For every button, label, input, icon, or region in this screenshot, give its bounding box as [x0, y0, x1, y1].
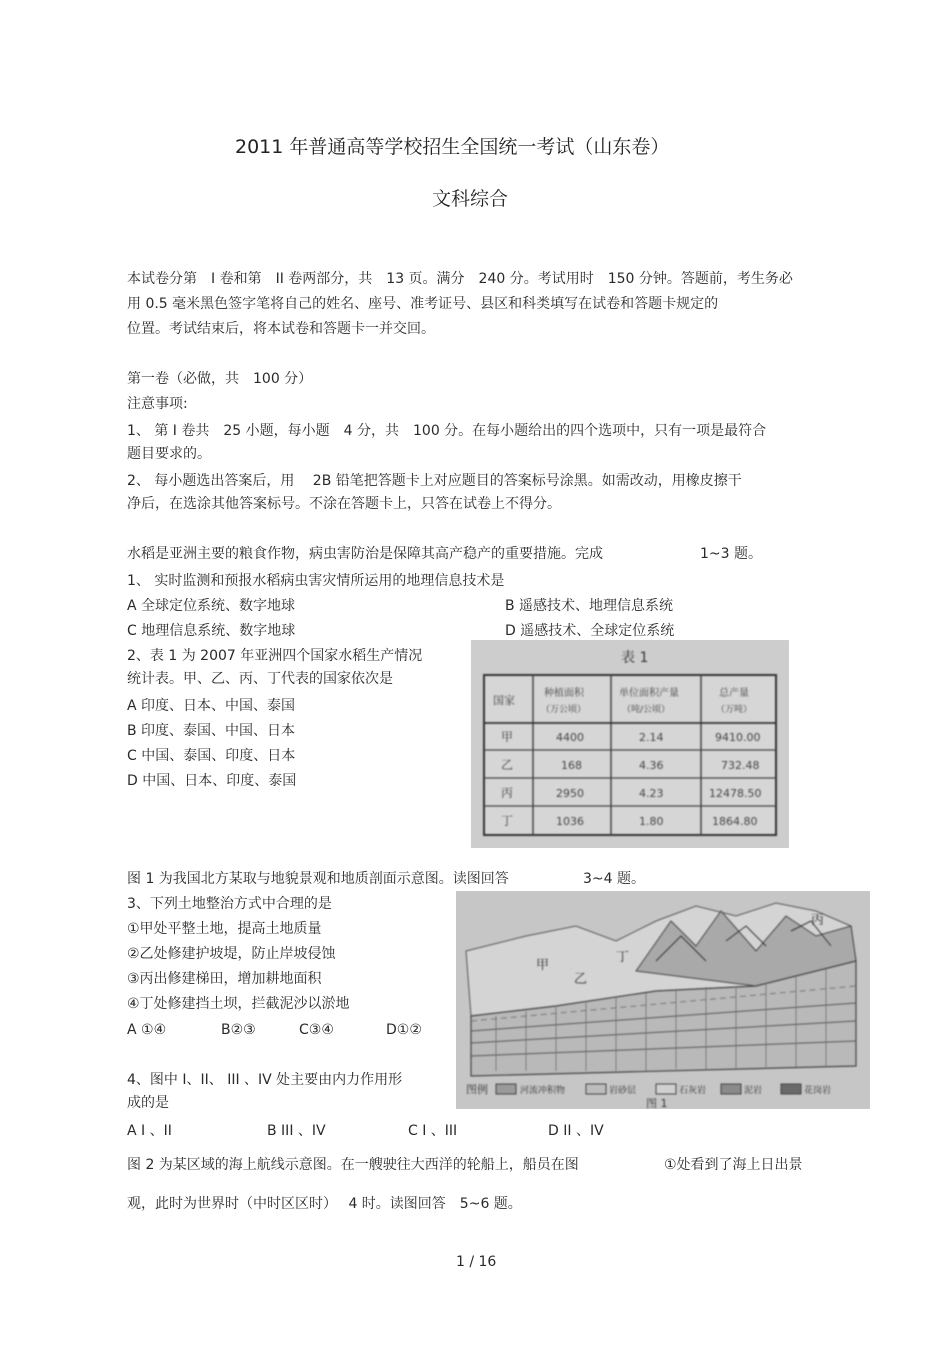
group1-intro: 水稻是亚洲主要的粮食作物，病虫害防治是保障其高产稳产的重要措施。完成 — [127, 546, 603, 562]
q3-item-2: ②乙处修建护坡堤，防止岸坡侵蚀 — [127, 946, 336, 962]
table1-cell: 4400 — [556, 731, 584, 744]
q1-option-d: D 遥感技术、全球定位系统 — [505, 623, 675, 639]
note-2-line-1: 2、 每小题选出答案后，用 2B 铅笔把答题卡上对应题目的答案标号涂黑。如需改动，用橡皮擦干 — [127, 473, 742, 489]
fig1-caption: 图 1 — [646, 1097, 668, 1109]
table1-cell: 732.48 — [721, 759, 760, 772]
q2-stem-line-1: 2、表 1 为 2007 年亚洲四个国家水稻生产情况 — [127, 648, 423, 664]
group3-line-1: 图 2 为某区域的海上航线示意图。在一艘驶往大西洋的轮船上，船员在图 — [127, 1157, 579, 1173]
page-subtitle: 文科综合 — [432, 188, 509, 210]
q4-option-a: A I 、II — [127, 1123, 172, 1139]
notes-label: 注意事项: — [127, 396, 188, 412]
fig1-legend-item: 泥岩 — [744, 1086, 763, 1096]
table1-header-total-unit: （万吨） — [716, 705, 753, 715]
table1-header-yield-unit: （吨/公顷） — [622, 705, 671, 715]
figure1-image — [456, 891, 870, 1109]
page-number: 1 / 16 — [456, 1254, 497, 1270]
fig1-legend-item: 岩砂层 — [609, 1086, 637, 1096]
q1-option-a: A 全球定位系统、数字地球 — [127, 598, 296, 614]
table1-header-total: 总产量 — [719, 688, 749, 699]
q4-stem-line-2: 成的是 — [127, 1095, 169, 1111]
table1-cell: 乙 — [501, 758, 514, 772]
q1-stem: 1、 实时监测和预报水稻病虫害灾情所运用的地理信息技术是 — [127, 573, 505, 589]
q2-option-a: A 印度、日本、中国、泰国 — [127, 698, 296, 714]
q4-option-c: C I 、III — [408, 1123, 458, 1139]
fig1-label-jia: 甲 — [536, 958, 550, 973]
table1-cell: 1864.80 — [712, 815, 758, 828]
table1-cell: 丁 — [501, 814, 514, 828]
fig1-legend-label: 图例 — [466, 1083, 488, 1096]
group1-range: 1~3 题。 — [700, 546, 762, 562]
table1-cell: 12478.50 — [709, 787, 762, 800]
q1-option-b: B 遥感技术、地理信息系统 — [505, 598, 674, 614]
table1-header-area-unit: （万公顷） — [541, 705, 587, 715]
table1-cell: 2950 — [556, 787, 584, 800]
q1-option-c: C 地理信息系统、数字地球 — [127, 623, 296, 639]
table1-cell: 1036 — [556, 815, 584, 828]
section-title: 第一卷（必做，共 100 分） — [127, 371, 313, 387]
table1-image — [471, 640, 789, 848]
q3-option-c: C③④ — [299, 1022, 334, 1038]
table1-cell: 9410.00 — [715, 731, 761, 744]
fig1-legend-item: 花岗岩 — [804, 1086, 832, 1096]
group2-range: 3~4 题。 — [583, 871, 645, 887]
group3-line-1-tail: ①处看到了海上日出景 — [664, 1157, 803, 1173]
q3-option-b: B②③ — [221, 1022, 256, 1038]
fig1-label-bing: 丙 — [811, 913, 825, 928]
q3-item-3: ③丙出修建梯田，增加耕地面积 — [127, 971, 322, 987]
table1-cell: 甲 — [501, 730, 514, 744]
note-1-line-1: 1、 第 I 卷共 25 小题，每小题 4 分，共 100 分。在每小题给出的四个选项中，只有一项是最符合 — [127, 423, 767, 439]
group2-intro: 图 1 为我国北方某取与地貌景观和地质剖面示意图。读图回答 — [127, 871, 509, 887]
table1-cell: 2.14 — [639, 731, 664, 744]
q2-stem-line-2: 统计表。甲、乙、丙、丁代表的国家依次是 — [127, 671, 393, 687]
fig1-legend-item: 石灰岩 — [679, 1086, 707, 1096]
intro-line-1: 本试卷分第 I 卷和第 II 卷两部分，共 13 页。满分 240 分。考试用时 150 分钟。答题前，考生务必 — [127, 271, 793, 287]
q4-stem-line-1: 4、图中 I、II、 III 、IV 处主要由内力作用形 — [127, 1072, 403, 1088]
table1-header-country: 国家 — [493, 694, 515, 707]
table1-cell: 1.80 — [639, 815, 664, 828]
q3-option-d: D①② — [386, 1022, 422, 1038]
table1-cell: 丙 — [501, 786, 514, 800]
q2-option-c: C 中国、泰国、印度、日本 — [127, 748, 296, 764]
table1-header-yield: 单位面积产量 — [619, 688, 679, 699]
fig1-label-yi: 乙 — [574, 972, 588, 987]
q3-item-4: ④丁处修建挡土坝，拦截泥沙以淤地 — [127, 996, 350, 1012]
q3-option-a: A ①④ — [127, 1022, 167, 1038]
q4-option-d: D II 、IV — [548, 1123, 604, 1139]
note-2-line-2: 净后，在选涂其他答案标号。不涂在答题卡上，只答在试卷上不得分。 — [127, 496, 561, 512]
table1-cell: 4.23 — [639, 787, 664, 800]
group3-line-2: 观，此时为世界时（中时区区时） 4 时。读图回答 5~6 题。 — [127, 1196, 522, 1212]
intro-line-3: 位置。考试结束后，将本试卷和答题卡一并交回。 — [127, 321, 435, 337]
intro-line-2: 用 0.5 毫米黑色签字笔将自己的姓名、座号、准考证号、县区和科类填写在试卷和答题卡规定的 — [127, 296, 719, 312]
q2-option-b: B 印度、泰国、中国、日本 — [127, 723, 296, 739]
q3-item-1: ①甲处平整土地，提高土地质量 — [127, 921, 322, 937]
table1-cell: 4.36 — [639, 759, 664, 772]
q3-stem: 3、下列土地整治方式中合理的是 — [127, 896, 332, 912]
q4-option-b: B III 、IV — [267, 1123, 326, 1139]
note-1-line-2: 题目要求的。 — [127, 446, 211, 462]
fig1-legend-item: 河流冲积物 — [520, 1086, 566, 1096]
page-title: 2011 年普通高等学校招生全国统一考试（山东卷） — [235, 136, 670, 158]
table1-cell: 168 — [561, 759, 582, 772]
fig1-label-ding: 丁 — [616, 950, 630, 965]
q2-option-d: D 中国、日本、印度、泰国 — [127, 773, 297, 789]
table1-header-area: 种植面积 — [544, 688, 584, 699]
table1-caption: 表 1 — [621, 650, 649, 666]
